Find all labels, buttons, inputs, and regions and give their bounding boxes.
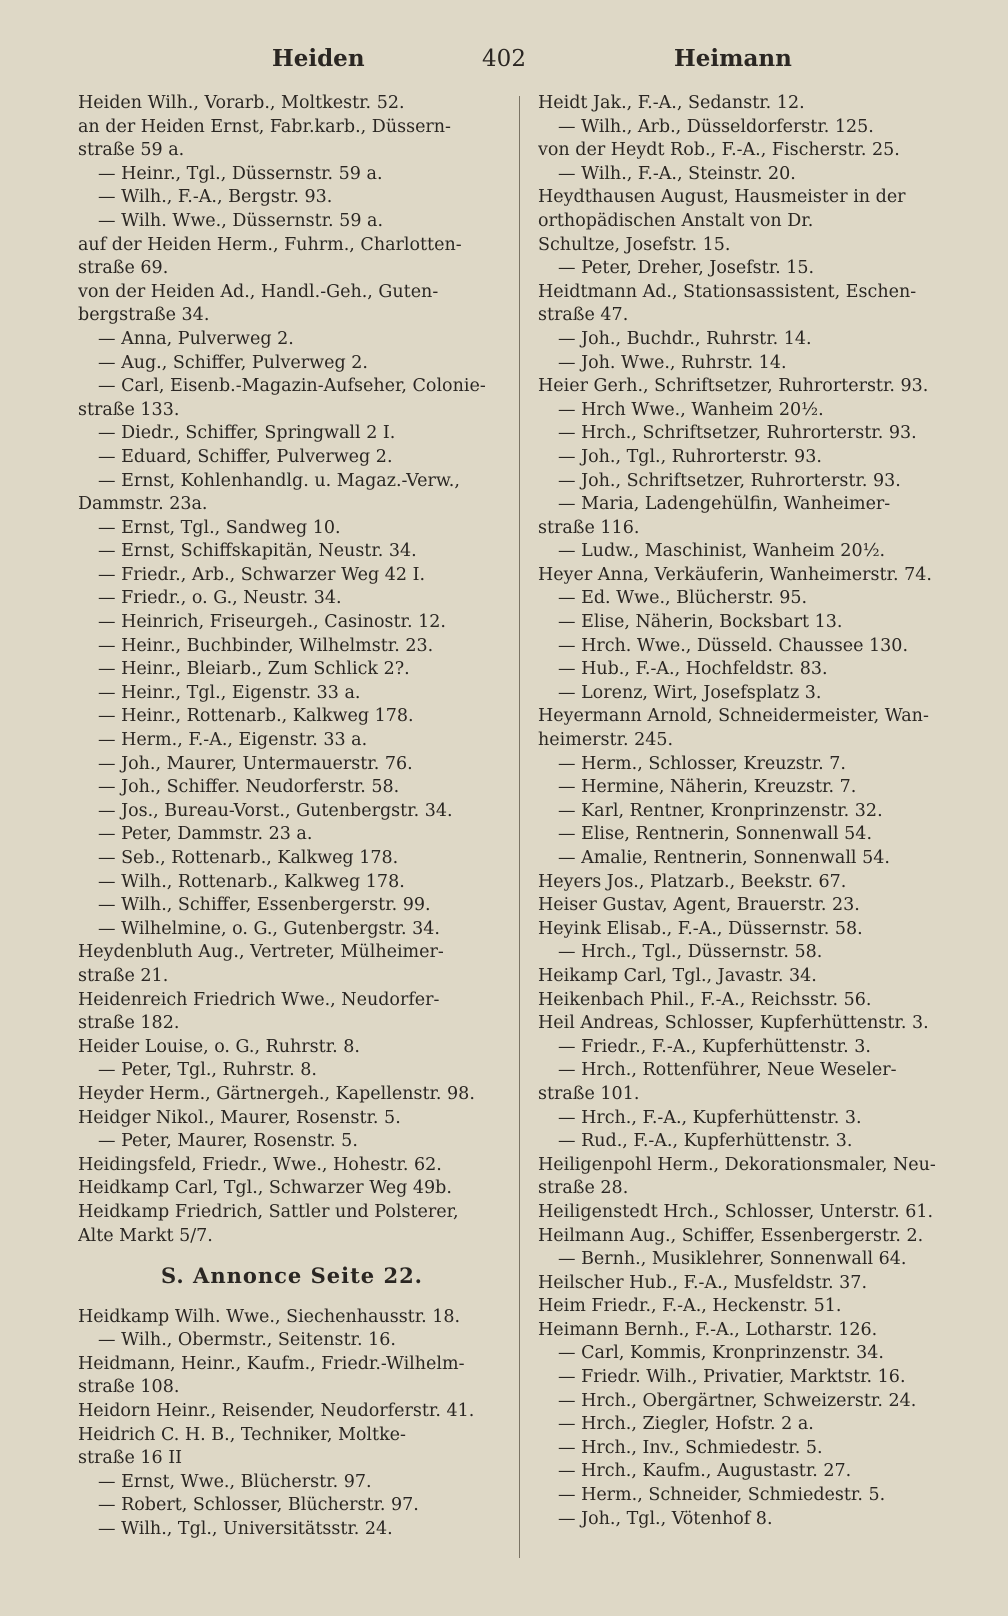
directory-entry-line: Heidorn Heinr., Reisender, Neudorferstr. 41. <box>78 1401 475 1422</box>
directory-entry-line: — Hrch., Tgl., Düssernstr. 58. <box>558 942 823 963</box>
directory-entry-line: — Anna, Pulverweg 2. <box>98 328 294 349</box>
directory-entry-line: — Seb., Rottenarb., Kalkweg 178. <box>98 848 399 868</box>
directory-entry-line: — Wilh., F.-A., Steinstr. 20. <box>558 163 796 184</box>
directory-entry-line: Heidger Nikol., Maurer, Rosenstr. 5. <box>78 1107 401 1128</box>
left-entry-list <box>78 92 506 1248</box>
left-column <box>78 92 506 1542</box>
directory-entry-line: — Ludw., Maschinist, Wanheim 20½. <box>558 541 886 562</box>
directory-entry-line: heimerstr. 245. <box>538 730 674 751</box>
directory-entry-line: — Wilh., Obermstr., Seitenstr. 16. <box>98 1330 396 1351</box>
directory-entry-line: — Friedr. Wilh., Privatier, Marktstr. 16. <box>558 1367 906 1388</box>
directory-entry-line: — Wilh., F.-A., Bergstr. 93. <box>98 187 333 208</box>
directory-entry-line: Heikamp Carl, Tgl., Javastr. 34. <box>538 965 817 986</box>
directory-entry-line: — Hub., F.-A., Hochfeldstr. 83. <box>558 659 828 680</box>
left-entry-list-2 <box>78 1306 506 1542</box>
directory-entry-line: — Joh., Schriftsetzer, Ruhrorterstr. 93. <box>558 470 901 491</box>
announcement-note: S. Annonce Seite 22. <box>160 1263 423 1289</box>
directory-entry-line: — Joh., Maurer, Untermauerstr. 76. <box>98 753 413 774</box>
directory-entry-line: — Wilh., Arb., Düsseldorferstr. 125. <box>558 116 874 137</box>
directory-entry-line: straße 16 II <box>78 1448 183 1469</box>
directory-entry-line: — Herm., Schneider, Schmiedestr. 5. <box>558 1485 886 1506</box>
directory-entry-line: Heider Louise, o. G., Ruhrstr. 8. <box>78 1036 360 1057</box>
directory-entry-line: Heidrich C. H. B., Techniker, Moltke- <box>78 1424 406 1445</box>
directory-entry-line: Heydenbluth Aug., Vertreter, Mülheimer- <box>78 942 444 963</box>
directory-entry-line: von der Heydt Rob., F.-A., Fischerstr. 25. <box>538 140 900 161</box>
directory-entry-line: Heiser Gustav, Agent, Brauerstr. 23. <box>538 895 860 916</box>
directory-entry-line: Heidmann, Heinr., Kaufm., Friedr.-Wilhelm- <box>78 1353 465 1374</box>
right-entry-list <box>538 92 966 1531</box>
directory-entry-line: Heil Andreas, Schlosser, Kupferhüttenstr. 3. <box>538 1013 929 1034</box>
directory-entry-line: — Hrch., Inv., Schmiedestr. 5. <box>558 1437 823 1458</box>
directory-entry-line: — Robert, Schlosser, Blücherstr. 97. <box>98 1495 419 1516</box>
directory-entry-line: — Joh., Tgl., Ruhrorterstr. 93. <box>558 446 822 467</box>
directory-entry-line: — Wilh., Tgl., Universitätsstr. 24. <box>98 1519 393 1540</box>
directory-entry-line: Heidenreich Friedrich Wwe., Neudorfer- <box>78 989 440 1010</box>
directory-entry-line: — Carl, Kommis, Kronprinzenstr. 34. <box>558 1343 884 1364</box>
directory-entry-line: Heidkamp Carl, Tgl., Schwarzer Weg 49b. <box>78 1178 452 1199</box>
running-head-right: Heimann <box>674 45 792 72</box>
directory-entry-line: — Peter, Maurer, Rosenstr. 5. <box>98 1131 358 1152</box>
directory-entry-line: — Ernst, Schiffskapitän, Neustr. 34. <box>98 541 417 562</box>
page-number: 402 <box>482 46 526 72</box>
directory-entry-line: Heim Friedr., F.-A., Heckenstr. 51. <box>538 1296 842 1317</box>
directory-entry-line: — Friedr., Arb., Schwarzer Weg 42 I. <box>98 564 426 585</box>
directory-entry-line: — Elise, Näherin, Bocksbart 13. <box>558 612 843 633</box>
directory-entry-line: — Hrch Wwe., Wanheim 20½. <box>558 399 824 420</box>
directory-entry-line: — Joh., Buchdr., Ruhrstr. 14. <box>558 328 812 349</box>
directory-entry-line: straße 28. <box>538 1178 629 1199</box>
directory-entry-line: an der Heiden Ernst, Fabr.karb., Düssern- <box>78 116 451 137</box>
directory-entry-line: — Hrch. Wwe., Düsseld. Chaussee 130. <box>558 635 909 656</box>
directory-entry-line: Heydthausen August, Hausmeister in der <box>538 187 906 208</box>
directory-entry-line: — Friedr., F.-A., Kupferhüttenstr. 3. <box>558 1036 871 1057</box>
directory-entry-line: Heiligenpohl Herm., Dekorationsmaler, Neu- <box>538 1154 936 1175</box>
directory-entry-line: straße 101. <box>538 1083 640 1104</box>
directory-entry-line: — Heinr., Buchbinder, Wilhelmstr. 23. <box>98 635 434 656</box>
directory-entry-line: — Heinrich, Friseurgeh., Casinostr. 12. <box>98 612 446 633</box>
directory-entry-line: Heyers Jos., Platzarb., Beekstr. 67. <box>538 871 847 892</box>
directory-entry-line: orthopädischen Anstalt von Dr. <box>538 210 814 231</box>
right-column <box>538 92 966 1531</box>
directory-entry-line: — Hrch., Kaufm., Augustastr. 27. <box>558 1461 852 1482</box>
running-head-left: Heiden <box>272 45 365 72</box>
directory-entry-line: — Wilhelmine, o. G., Gutenbergstr. 34. <box>98 918 440 939</box>
directory-entry-line: Heidkamp Friedrich, Sattler und Polsterer, <box>78 1201 459 1222</box>
directory-entry-line: Heiligenstedt Hrch., Schlosser, Unterstr. 61. <box>538 1201 934 1222</box>
directory-entry-line: von der Heiden Ad., Handl.-Geh., Guten- <box>78 281 439 302</box>
column-divider <box>519 96 520 1558</box>
directory-entry-line: — Ernst, Tgl., Sandweg 10. <box>98 517 341 538</box>
directory-entry-line: — Hrch., Obergärtner, Schweizerstr. 24. <box>558 1390 917 1411</box>
directory-entry-line: — Herm., Schlosser, Kreuzstr. 7. <box>558 753 846 774</box>
directory-entry-line: — Hrch., Rottenführer, Neue Weseler- <box>558 1060 897 1081</box>
directory-entry-line: — Karl, Rentner, Kronprinzenstr. 32. <box>558 800 883 821</box>
directory-entry-line: Heikenbach Phil., F.-A., Reichsstr. 56. <box>538 989 872 1010</box>
directory-entry-line: straße 182. <box>78 1013 180 1034</box>
directory-entry-line: straße 59 a. <box>78 140 185 161</box>
directory-entry-line: Heier Gerh., Schriftsetzer, Ruhrorterstr. 93. <box>538 376 929 397</box>
directory-entry-line: — Joh., Schiffer. Neudorferstr. 58. <box>98 777 400 798</box>
directory-entry-line: Dammstr. 23a. <box>78 494 208 515</box>
directory-entry-line: straße 133. <box>78 399 180 420</box>
directory-entry-line: — Wilh., Schiffer, Essenbergerstr. 99. <box>98 895 431 916</box>
directory-entry-line: — Heinr., Rottenarb., Kalkweg 178. <box>98 706 414 727</box>
directory-entry-line: Heyder Herm., Gärtnergeh., Kapellenstr. 98. <box>78 1083 475 1104</box>
directory-entry-line: — Herm., F.-A., Eigenstr. 33 a. <box>98 730 368 751</box>
directory-entry-line: Heilscher Hub., F.-A., Musfeldstr. 37. <box>538 1272 868 1293</box>
directory-entry-line: — Ernst, Kohlenhandlg. u. Magaz.-Verw., <box>98 470 460 491</box>
directory-entry-line: — Lorenz, Wirt, Josefsplatz 3. <box>558 682 822 703</box>
directory-entry-line: Schultze, Josefstr. 15. <box>538 234 731 255</box>
directory-entry-line: — Eduard, Schiffer, Pulverweg 2. <box>98 446 393 467</box>
directory-entry-line: auf der Heiden Herm., Fuhrm., Charlotten- <box>78 234 462 255</box>
directory-entry-line: — Heinr., Tgl., Düssernstr. 59 a. <box>98 163 383 184</box>
directory-entry-line: — Hrch., Schriftsetzer, Ruhrorterstr. 93. <box>558 423 917 444</box>
directory-entry-line: Alte Markt 5/7. <box>78 1225 213 1246</box>
directory-entry-line: — Ernst, Wwe., Blücherstr. 97. <box>98 1471 372 1492</box>
directory-entry-line: — Rud., F.-A., Kupferhüttenstr. 3. <box>558 1131 853 1152</box>
directory-entry-line: — Hermine, Näherin, Kreuzstr. 7. <box>558 777 857 798</box>
directory-entry-line: — Friedr., o. G., Neustr. 34. <box>98 588 342 609</box>
directory-entry-line: Heiden Wilh., Vorarb., Moltkestr. 52. <box>78 93 405 113</box>
directory-entry-line: — Carl, Eisenb.-Magazin-Aufseher, Colonie- <box>98 376 486 397</box>
directory-entry-line: — Wilh. Wwe., Düssernstr. 59 a. <box>98 210 384 231</box>
directory-entry-line: — Aug., Schiffer, Pulverweg 2. <box>98 352 368 373</box>
directory-entry-line: Heidt Jak., F.-A., Sedanstr. 12. <box>538 93 805 113</box>
directory-entry-line: bergstraße 34. <box>78 305 210 326</box>
directory-entry-line: — Hrch., F.-A., Kupferhüttenstr. 3. <box>558 1107 862 1128</box>
directory-entry-line: — Peter, Dammstr. 23 a. <box>98 824 313 845</box>
directory-entry-line: Heimann Bernh., F.-A., Lotharstr. 126. <box>538 1319 878 1340</box>
directory-entry-line: — Elise, Rentnerin, Sonnenwall 54. <box>558 824 873 845</box>
directory-entry-line: Heidkamp Wilh. Wwe., Siechenhausstr. 18. <box>78 1306 461 1327</box>
directory-entry-line: — Heinr., Bleiarb., Zum Schlick 2?. <box>98 659 410 680</box>
directory-entry-line: — Bernh., Musiklehrer, Sonnenwall 64. <box>558 1249 907 1270</box>
directory-entry-line: — Wilh., Rottenarb., Kalkweg 178. <box>98 871 405 892</box>
directory-entry-line: straße 21. <box>78 965 169 986</box>
directory-entry-line: — Jos., Bureau-Vorst., Gutenbergstr. 34. <box>98 800 453 821</box>
directory-entry-line: — Maria, Ladengehülfin, Wanheimer- <box>558 494 891 515</box>
directory-entry-line: straße 47. <box>538 305 629 326</box>
directory-entry-line: — Joh. Wwe., Ruhrstr. 14. <box>558 352 787 373</box>
directory-entry-line: — Hrch., Ziegler, Hofstr. 2 a. <box>558 1414 814 1435</box>
directory-entry-line: straße 108. <box>78 1377 180 1398</box>
directory-entry-line: — Ed. Wwe., Blücherstr. 95. <box>558 588 808 609</box>
directory-entry-line: — Diedr., Schiffer, Springwall 2 I. <box>98 423 396 444</box>
directory-entry-line: Heilmann Aug., Schiffer, Essenbergerstr. 2. <box>538 1225 924 1246</box>
directory-entry-line: Heidtmann Ad., Stationsassistent, Eschen- <box>538 281 917 302</box>
directory-entry-line: — Heinr., Tgl., Eigenstr. 33 a. <box>98 682 361 703</box>
directory-entry-line: straße 116. <box>538 517 640 538</box>
directory-entry-line: Heyink Elisab., F.-A., Düssernstr. 58. <box>538 918 863 939</box>
directory-entry-line: — Peter, Tgl., Ruhrstr. 8. <box>98 1060 317 1081</box>
directory-entry-line: straße 69. <box>78 258 169 279</box>
directory-entry-line: — Amalie, Rentnerin, Sonnenwall 54. <box>558 848 890 868</box>
directory-entry-line: Heyermann Arnold, Schneidermeister, Wan- <box>538 706 929 727</box>
directory-entry-line: Heyer Anna, Verkäuferin, Wanheimerstr. 74. <box>538 564 932 585</box>
directory-entry-line: Heidingsfeld, Friedr., Wwe., Hohestr. 62. <box>78 1154 442 1175</box>
directory-entry-line: — Joh., Tgl., Vötenhof 8. <box>558 1508 773 1529</box>
directory-entry-line: — Peter, Dreher, Josefstr. 15. <box>558 258 815 279</box>
